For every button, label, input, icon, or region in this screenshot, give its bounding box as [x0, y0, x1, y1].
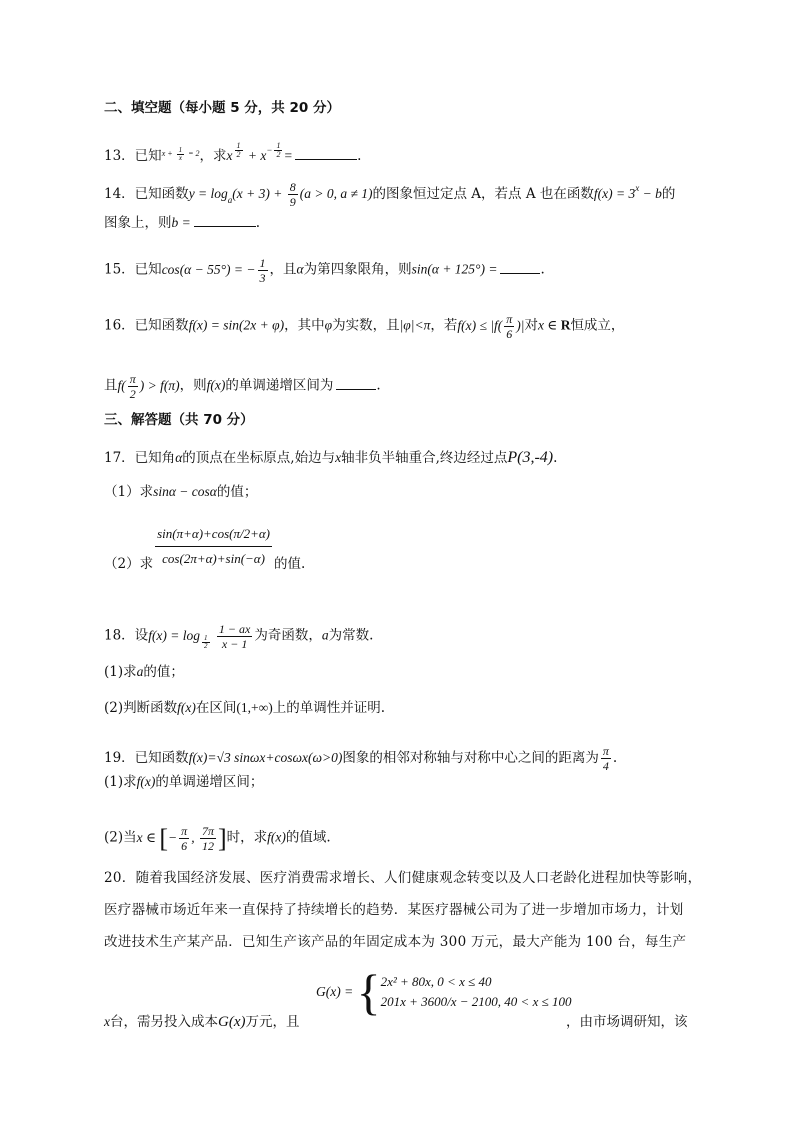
q20-pieces	[381, 972, 572, 1012]
q17-p2-end: 的值.	[274, 556, 306, 572]
question-14-line2	[104, 212, 260, 233]
q17-text1: 的顶点在坐标原点,始边与	[182, 450, 336, 466]
section-3-title: 三、解答题（共 70 分）	[104, 412, 254, 428]
q20-piecewise	[316, 966, 571, 1022]
q15-text1: ，且	[269, 261, 297, 278]
q16-line2a: 且	[104, 377, 118, 394]
q18-p2-fx: f(x)	[177, 700, 196, 715]
q18-p2-interval: (1,+∞)	[236, 700, 273, 715]
q14-text3: 图象上，则	[104, 215, 172, 231]
q19-p2-fx: f(x)	[267, 829, 286, 845]
q14-label: 14．已知函数	[104, 186, 189, 202]
q15-text2: 为第四象限角，则	[303, 261, 412, 278]
q14-text2: 的	[661, 186, 676, 202]
q15-given: cos(α − 55°) = − $\frac{1}{3}$	[161, 256, 266, 285]
q15-alpha: α	[296, 261, 304, 277]
q17-label: 17．已知角	[104, 450, 176, 466]
q19-p1-label: (1)求	[104, 774, 137, 790]
q19-p1-fx: f(x)	[136, 774, 156, 789]
question-17	[104, 448, 557, 468]
q20-xvar: x	[104, 1014, 110, 1029]
q15-answer-blank[interactable]	[500, 259, 540, 274]
q14-text: 的图象恒过定点 A，若点 A 也在函数	[372, 186, 594, 202]
q16-end: .	[376, 377, 381, 394]
q17-p1-label: （1）求	[104, 484, 154, 500]
q13-given: x + 1 x = 2	[161, 145, 200, 162]
q14-end: .	[255, 215, 261, 231]
q19-function: f(x)=√3 sinωx+cosωx(ω>0)	[188, 750, 343, 765]
q19-part-2	[104, 824, 331, 853]
q13-label: 13．已知	[104, 148, 162, 164]
q16-label: 16．已知函数	[104, 317, 189, 334]
question-18	[104, 622, 373, 652]
q18-p2-label: (2)判断函数	[104, 700, 178, 716]
q17-p2-label: （2）求	[104, 556, 154, 572]
q20-brace: {	[356, 964, 381, 1020]
question-19	[104, 744, 617, 773]
q16-text1: ，其中	[284, 317, 325, 334]
q13-text: ，求	[199, 148, 227, 164]
q16-condition2: f( $\frac{\pi}{2}$ ) > f(π)	[117, 372, 180, 401]
q17-xvar: x	[335, 450, 342, 465]
q20-gx-label: G(x) =	[316, 984, 357, 999]
q15-label: 15．已知	[104, 261, 162, 278]
q16-line2c: 的单调递增区间为	[225, 377, 334, 394]
q16-text2: 为实数，且	[332, 317, 400, 334]
q17-p1-end: 的值；	[216, 484, 258, 500]
q17-p2-denominator: cos(2π+α)+sin(−α)	[162, 551, 265, 566]
question-16-line2	[104, 372, 381, 401]
q19-p2-label: (2)当	[104, 829, 137, 846]
q19-end: .	[612, 750, 618, 766]
q19-part-1	[104, 772, 263, 792]
q17-end: .	[553, 450, 558, 466]
q13-expression: x $^{\frac{1}{2}}$ + $x^{- \frac{1}{2}}$	[226, 141, 281, 163]
q16-forall: x ∈ R	[537, 317, 571, 333]
q17-p2-numerator: sin(π+α)+cos(π/2+α)	[155, 522, 272, 547]
q18-p1-end: 的值；	[143, 664, 184, 680]
q20-line-2: 医疗器械市场近年来一直保持了持续增长的趋势．某医疗器械公司为了进一步增加市场力，计划	[104, 902, 684, 918]
q20-piece-1: 2x² + 80x, 0 < x ≤ 40	[380, 974, 492, 989]
q13-answer-blank[interactable]	[295, 145, 357, 160]
q17-part-1	[104, 482, 257, 502]
q13-equals: =	[284, 148, 293, 163]
q19-label: 19．已知函数	[104, 750, 189, 766]
q18-part-2	[104, 698, 385, 718]
q16-condition: |φ|<π	[399, 317, 431, 333]
q20-line-3: 改进技术生产某产品．已知生产该产品的年固定成本为 300 万元，最大产能为 100 台，每生产	[104, 934, 687, 950]
q18-part-1	[104, 662, 184, 682]
q14-function: $y = \log_a(x + 3)$ + $\frac{8}{9}$ (a > 0, a ≠ 1)	[188, 180, 373, 210]
q18-p1-label: (1)求	[104, 664, 137, 680]
q16-function: f(x) = sin(2x + φ)	[188, 317, 285, 333]
q14-var-b: b =	[171, 215, 191, 230]
q16-text3: ，若	[430, 317, 458, 334]
q20-piece-2: 201x + 3600/x − 2100, 40 < x ≤ 100	[380, 994, 572, 1009]
q19-p1-end: 的单调递增区间；	[155, 774, 264, 790]
q15-expression: sin(α + 125°) =	[411, 261, 498, 277]
q14-function2: $f(x) = 3^x - b$	[593, 183, 662, 201]
q19-p2-range: x ∈ [− $\frac{\pi}{6}$ , $\frac{7\pi}{12}$ ]	[136, 823, 227, 853]
q18-text2: 为常数.	[328, 627, 374, 644]
q20-line4c: 万元，且	[245, 1014, 300, 1030]
q17-p1-expression: sinα − cosα	[153, 484, 217, 499]
q20-line-4	[104, 1012, 299, 1032]
q16-line2b: ，则	[179, 377, 207, 394]
question-14	[104, 178, 675, 210]
q18-p2-mid: 在区间	[195, 700, 237, 716]
q18-avar: a	[321, 627, 329, 643]
question-16	[104, 312, 624, 341]
question-15	[104, 256, 545, 285]
q20-line-4-end: ，由市场调研知，该	[566, 1014, 688, 1030]
q16-fx: f(x)	[206, 377, 226, 393]
q20-line4b: 台，需另投入成本	[110, 1014, 218, 1030]
q17-text2: 轴非负半轴重合,终边经过点	[341, 450, 508, 466]
q18-function: f(x) = log $_{\frac{1}{2}}$ $\frac{1 - ax}{x - 1}$	[148, 622, 251, 651]
q19-text1: 图象的相邻对称轴与对称中心之间的距离为	[342, 750, 599, 766]
question-13: 13．已知$^{x + \frac{1}{x} = 2}$，求x $^{\frac{1}{2}}$ + $x^{- \frac{1}{2}}$ = .	[104, 141, 362, 164]
q16-text4: 对	[524, 317, 538, 334]
q15-end: .	[540, 261, 545, 278]
q18-text1: 为奇函数，	[254, 627, 322, 644]
q16-text5: 恒成立，	[570, 317, 625, 334]
q18-p1-avar: a	[136, 664, 144, 679]
q20-gx: G(x)	[218, 1014, 246, 1030]
section-2-title: 二、填空题（每小题 5 分，共 20 分）	[104, 100, 340, 116]
q14-answer-blank[interactable]	[194, 212, 256, 227]
q16-answer-blank[interactable]	[336, 375, 376, 390]
q20-line-1: 20．随着我国经济发展、医疗消费需求增长、人们健康观念转变以及人口老龄化进程加快等影响，	[104, 870, 702, 886]
q19-p2-end: 的值域.	[285, 829, 331, 846]
q17-part-2	[104, 522, 305, 574]
q16-inequality: f(x) ≤ |f( $\frac{\pi}{6}$ )|	[457, 312, 525, 341]
q19-p2-mid: 时，求	[226, 829, 268, 846]
q18-label: 18．设	[104, 627, 149, 644]
q17-point: P(3,-4)	[507, 449, 554, 466]
q19-distance: $\frac{\pi}{4}$	[602, 744, 609, 773]
q17-p2-fraction	[155, 522, 272, 571]
q16-phi: φ	[324, 317, 333, 333]
q17-alpha: α	[175, 450, 183, 465]
q18-p2-end: 上的单调性并证明.	[272, 700, 386, 716]
